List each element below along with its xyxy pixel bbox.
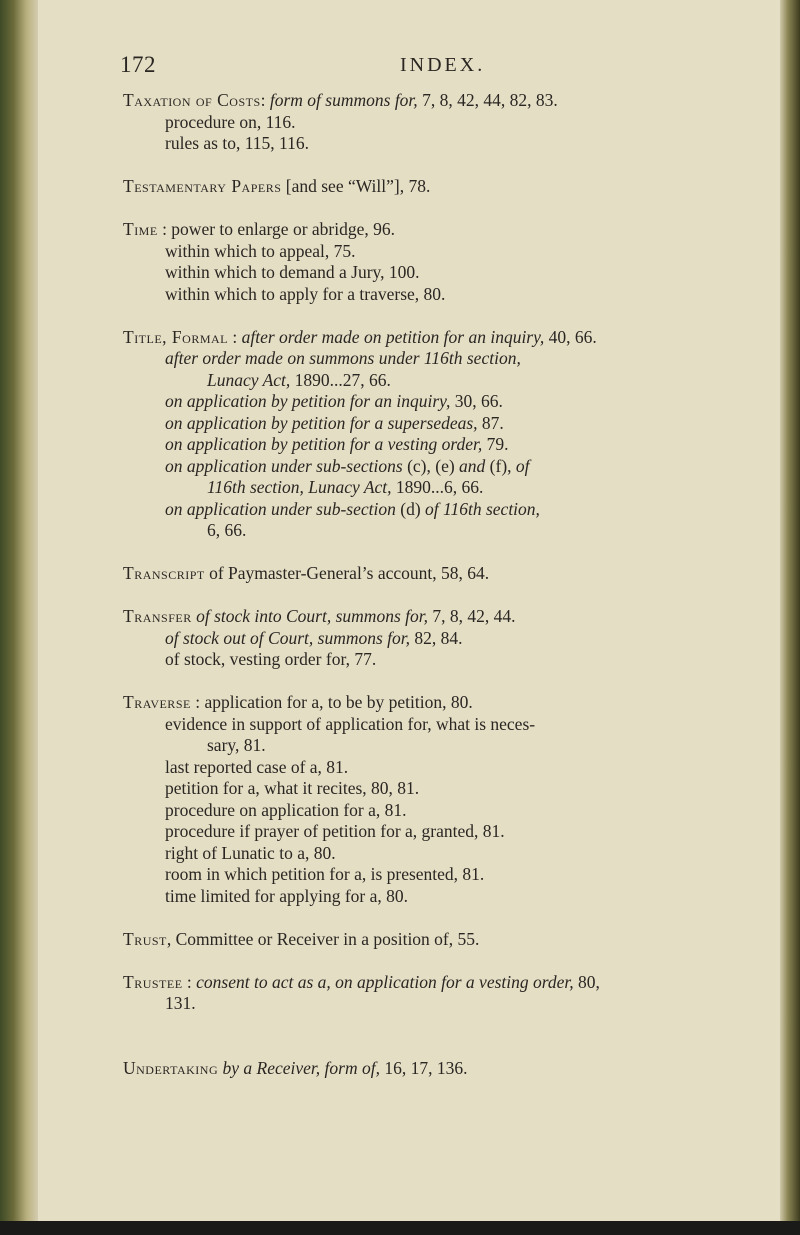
index-headword: Time: [123, 219, 158, 239]
entry-text: within which to apply for a traverse, 80.: [165, 283, 446, 304]
entry-text: 131.: [165, 993, 196, 1013]
index-subentry-line: [123, 778, 763, 800]
entry-text: rules as to, 115, 116.: [165, 133, 310, 153]
italic-text: of: [515, 455, 530, 476]
index-heading-line: [123, 176, 763, 198]
index-subentry-line: [123, 886, 763, 908]
entry-text: [and see “Will”], 78.: [281, 176, 431, 196]
index-subentry-line: [123, 370, 763, 392]
entry-text: (d): [395, 498, 426, 519]
index-headword: Undertaking: [123, 1057, 219, 1078]
index-subentry-line: [123, 133, 763, 155]
entry-text: :: [228, 326, 242, 347]
italic-text: on application under sub-section: [165, 498, 396, 519]
index-headword: Taxation of Costs: [123, 90, 261, 110]
entry-text: sary, 81.: [207, 735, 266, 755]
index-heading-line: [123, 929, 763, 951]
entry-text: 87.: [477, 412, 504, 433]
index-subentry-line: [123, 993, 763, 1015]
entry-text: (c), (e): [402, 455, 460, 476]
italic-text: on application by petition for a vesting order,: [165, 434, 483, 454]
italic-text: section,: [462, 348, 521, 368]
index-entry: [123, 929, 763, 951]
index-entry: [123, 606, 763, 671]
index-headword: Traverse: [123, 692, 191, 712]
entry-text: : application for a, to be by petition, 80.: [190, 692, 473, 712]
index-entry: [123, 176, 763, 198]
index-subentry-line: [123, 477, 763, 499]
index-subentry-line: [123, 413, 763, 435]
italic-text: on application by petition for an inquiry,: [165, 391, 451, 411]
entry-text: 7, 8, 42, 44, 82, 83.: [417, 90, 558, 110]
italic-text: Lunacy Act,: [207, 369, 291, 390]
index-subentry-line: [123, 391, 763, 413]
entry-text: petition for a, what it recites, 80, 81.: [165, 778, 420, 798]
entry-text: last reported case of a, 81.: [165, 756, 349, 777]
index-subentry-line: [123, 757, 763, 779]
italic-text: of stock into Court, summons for,: [196, 606, 428, 626]
index-entry: [123, 327, 763, 542]
italic-text: by a Receiver, form of,: [222, 1057, 380, 1078]
page-number: 172: [120, 52, 156, 77]
italic-text: form of summons for,: [269, 90, 418, 110]
index-subentry-line: [123, 262, 763, 284]
italic-text: 116th: [423, 348, 463, 368]
index-entry: [123, 219, 763, 305]
index-headword: Trust: [123, 928, 167, 949]
entry-text: evidence in support of application for, what is neces-: [165, 713, 536, 734]
index-subentry-line: [123, 628, 763, 650]
italic-text: of stock out of Court, summons for,: [165, 627, 411, 648]
scan-bottom-border: [0, 1221, 800, 1235]
entry-text: room in which petition for a, is presented, 81.: [165, 864, 485, 884]
entry-text: of stock, vesting order for, 77.: [165, 649, 377, 669]
entry-text: 82, 84.: [410, 627, 463, 648]
index-heading-line: [123, 692, 763, 714]
index-heading-line: [123, 606, 763, 628]
entry-text: time limited for applying for a, 80.: [165, 885, 409, 906]
italic-text: after order made on petition for an inquiry,: [241, 326, 545, 347]
entry-text: right of Lunatic to a, 80.: [165, 842, 336, 863]
index-subentry-line: [123, 714, 763, 736]
italic-text: on application under sub-sections: [165, 455, 403, 476]
italic-text: 116th section, Lunacy Act,: [207, 477, 392, 497]
index-subentry-line: [123, 284, 763, 306]
index-subentry-line: [123, 649, 763, 671]
index-entry: [123, 972, 763, 1015]
entry-text: 1890...6, 66.: [391, 477, 484, 497]
entry-text: 1890...27, 66.: [290, 369, 391, 390]
book-gutter-left: [0, 0, 38, 1235]
entry-text: 79.: [482, 434, 509, 454]
index-subentry-line: [123, 520, 763, 542]
entry-text: within which to demand a Jury, 100.: [165, 262, 420, 282]
italic-text: after order made on summons under: [165, 348, 424, 368]
index-heading-line: [123, 1058, 763, 1080]
italic-text: on application by petition for a supersedeas,: [165, 412, 478, 433]
italic-text: of 116th section,: [425, 498, 540, 519]
index-entry: [123, 1058, 763, 1080]
index-heading-line: [123, 327, 763, 349]
entry-text: , Committee or Receiver in a position of, 55.: [166, 928, 480, 949]
index-subentry-line: [123, 821, 763, 843]
index-subentry-line: [123, 456, 763, 478]
entry-text: 7, 8, 42, 44.: [428, 606, 516, 626]
index-headword: Transcript: [123, 563, 205, 583]
index-headword: Transfer: [123, 606, 192, 626]
book-edge-right: [780, 0, 800, 1235]
entry-text: :: [260, 90, 270, 110]
index-subentry-line: [123, 800, 763, 822]
index-subentry-line: [123, 241, 763, 263]
entry-text: 80,: [573, 971, 600, 992]
index-headword: Title, Formal: [123, 326, 228, 347]
entry-text: procedure on, 116.: [165, 111, 296, 132]
index-headword: Trustee: [123, 971, 183, 992]
entry-text: 30, 66.: [450, 391, 503, 411]
italic-text: consent to act as a, on application for a vesting order,: [196, 971, 574, 992]
index-subentry-line: [123, 735, 763, 757]
entry-text: :: [182, 971, 197, 992]
index-entry: [123, 692, 763, 907]
entry-text: procedure if prayer of petition for a, granted, 81.: [165, 821, 505, 841]
index-heading-line: [123, 972, 763, 994]
index-heading-line: [123, 219, 763, 241]
index-heading-line: [123, 563, 763, 585]
index-subentry-line: [123, 348, 763, 370]
index-subentry-line: [123, 434, 763, 456]
entry-text: 40, 66.: [544, 326, 597, 347]
index-subentry-line: [123, 843, 763, 865]
running-header: [120, 52, 740, 82]
index-subentry-line: [123, 499, 763, 521]
index-entry: [123, 90, 763, 155]
index-subentry-line: [123, 864, 763, 886]
entry-text: 16, 17, 136.: [379, 1057, 468, 1078]
index-entry: [123, 563, 763, 585]
italic-text: and: [459, 455, 486, 476]
entry-text: 6, 66.: [207, 520, 247, 540]
entry-text: procedure on application for a, 81.: [165, 799, 407, 820]
entry-text: within which to appeal, 75.: [165, 240, 356, 261]
index-subentry-line: [123, 112, 763, 134]
entry-text: : power to enlarge or abridge, 96.: [157, 219, 395, 239]
entry-text: (f),: [485, 455, 516, 476]
index-entries: [123, 90, 763, 1101]
header-title: INDEX.: [400, 54, 486, 76]
index-heading-line: [123, 90, 763, 112]
index-headword: Testamentary Papers: [123, 176, 282, 196]
entry-text: of Paymaster-General’s account, 58, 64.: [204, 563, 490, 583]
